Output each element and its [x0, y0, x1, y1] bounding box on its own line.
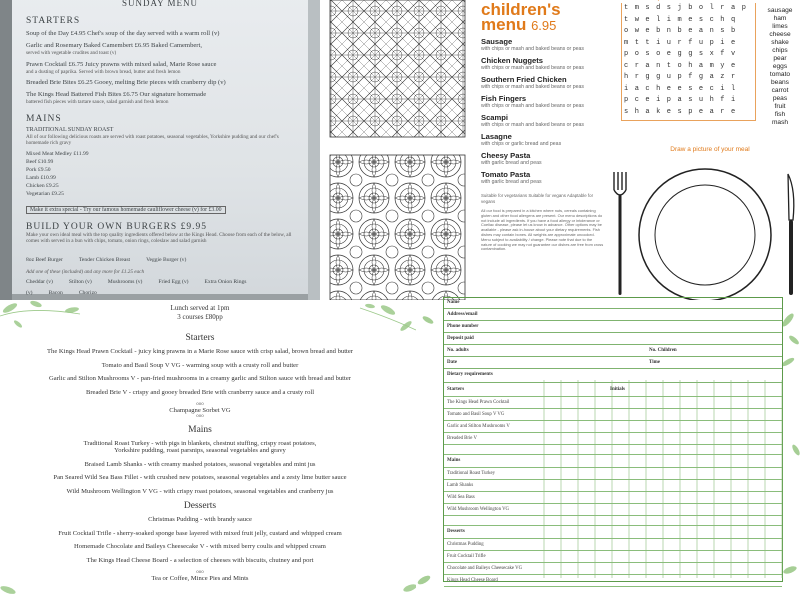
sunday-starter-item	[26, 91, 294, 106]
order-row-label: Garlic and Stilton Mushrooms V	[447, 424, 510, 429]
addon-option: Fried Egg (v)	[158, 279, 189, 285]
end-separator: ooo	[196, 570, 204, 575]
sunday-starter-name: Soup of the Day £4.95 Chef's soup of the day served with a warm roll (v)	[26, 30, 220, 37]
lunch-main-item: Braised Lamb Shanks - with creamy mashed potatoes, seasonal vegetables and mint jus	[84, 460, 316, 468]
addons-heading: Add one of these (included) and any more for £1.25 each	[26, 268, 145, 275]
burger-description: Make your own ideal meal with the top quality ingredients offered below at the Kings Head. Choose from each of the below, all comes with served in a bun with chips, tomato, onion rings, coleslaw and salad garnish	[26, 231, 292, 244]
special-offer-box: Make it extra special - Try our famous homemade cauliflower cheese (v) for £3.00	[26, 206, 226, 214]
sunday-starter-name: Garlic and Rosemary Baked Camembert £6.95 Baked Camembert,	[26, 42, 202, 49]
knife-icon	[788, 174, 794, 295]
children-label: No. Children	[649, 348, 677, 353]
name-label: Name	[447, 300, 460, 305]
lunch-mains-list	[0, 440, 400, 495]
lunch-desserts-heading: Desserts	[183, 501, 217, 511]
kids-item-desc: with chips or mash and baked beans or peas	[481, 46, 584, 52]
kids-item-name: Scampi	[481, 113, 509, 122]
wordsearch-word: beans	[771, 79, 789, 86]
lunch-starters-list	[0, 348, 400, 396]
initials-heading: Initials	[610, 387, 626, 392]
kids-price: 6.95	[531, 18, 557, 33]
wordsearch-row: iacheesecil	[624, 84, 742, 93]
lunch-starters-heading: Starters	[185, 333, 215, 343]
kids-menu-item	[481, 151, 604, 166]
lunch-starter-item: Breaded Brie V - crispy and gooey breaded Brie with cranberry sauce and a crusty roll	[85, 388, 315, 396]
lunch-dessert-item: The Kings Head Cheese Board - a selection of cheeses with biscuits, chutney and port	[86, 556, 314, 564]
roast-item: Lamb £10.99	[26, 174, 56, 181]
deposit-label: Deposit paid	[447, 336, 474, 341]
kids-item-name: Lasagne	[481, 132, 512, 141]
wordsearch-row: posoeggsxfv	[624, 50, 742, 58]
name-field[interactable]	[444, 297, 782, 309]
lunch-mains-heading: Mains	[188, 425, 212, 435]
wordsearch-row: owebnbeansb	[624, 27, 742, 35]
roast-item: Beef £10.99	[26, 158, 54, 165]
sunday-starter-name: The Kings Head Battered Fish Bites £6.75 Our signature homemade	[26, 91, 207, 98]
order-row-label: Chocolate and Baileys Cheesecake VG	[447, 566, 523, 571]
roast-item: Mixed Meat Medley £11.99	[26, 150, 89, 157]
phone-label: Phone number	[447, 324, 479, 329]
dietary-label: Dietary requirements	[447, 372, 493, 377]
addon-option: Stilton (v)	[68, 279, 92, 285]
order-row-label: Fruit Cocktail Trifle	[447, 554, 486, 559]
wordsearch-row: pceipasuhfi	[624, 96, 742, 104]
menu-holder-frame	[0, 0, 12, 300]
kids-item-desc: with chips or mash and baked beans or peas	[481, 84, 584, 90]
sunday-starter-name: Prawn Cocktail £6.75 Juicy prawns with mixed salad, Marie Rose sauce	[26, 60, 217, 68]
kids-menu-item	[481, 132, 604, 147]
wordsearch-word: pear	[773, 55, 787, 62]
sunday-starters-list	[26, 30, 294, 106]
initials-grid-lines	[544, 380, 782, 578]
burger-option: Tender Chicken Breast	[78, 256, 131, 263]
roast-item: Chicken £9.25	[26, 182, 59, 189]
wordsearch-activity	[610, 0, 800, 300]
kids-items-list	[481, 37, 604, 185]
sunday-menu-photo	[0, 0, 320, 300]
sunday-starter-desc: served with vegetable crudites and toast (v)	[26, 50, 117, 56]
lunch-dessert-item: Fruit Cocktail Trifle - sherry-soaked sponge base layered with mixed fruit jelly, custard and whipped cream	[58, 529, 342, 537]
date-label: Date	[447, 360, 457, 365]
sunday-menu-sheet	[12, 0, 308, 294]
lunch-starter-item: The Kings Head Prawn Cocktail - juicy king prawns in a Marie Rose sauce with crisp salad, brown bread and butter	[47, 348, 353, 355]
wordsearch-word: eggs	[772, 63, 788, 70]
wordsearch-grid	[624, 3, 752, 118]
sunday-starter-desc: battered fish pieces with tartare sauce, salad garnish and fresh lemon	[26, 99, 169, 105]
kids-title	[481, 2, 604, 33]
wordsearch-row: tmsdsjbolrap	[624, 4, 753, 12]
order-row-label: Tomato and Basil Soup V VG	[447, 412, 505, 417]
starters-heading: STARTERS	[26, 16, 81, 26]
burger-option: Veggie Burger (v)	[146, 256, 187, 263]
lunch-starter-item: Tomato and Basil Soup V VG - warming soup with a crusty roll and butter	[101, 361, 299, 369]
time-label: Time	[649, 360, 661, 365]
lunch-main-item: Yorkshire pudding, roast parsnips, seasonal vegetables and gravy	[114, 447, 286, 454]
wordsearch-row: shakespeare	[624, 107, 742, 116]
addons-list	[26, 275, 276, 297]
wordsearch-word: chips	[772, 47, 788, 54]
addon-option: Chorizo	[78, 290, 97, 296]
dietary-key: Suitable for vegetarians Suitable for vegans Adaptable for vegans	[481, 193, 594, 204]
wordsearch-word-list	[762, 7, 798, 127]
lunch-menu-content	[0, 304, 400, 582]
wordsearch-row: hrggupfgazr	[624, 73, 742, 81]
addon-option: Bacon	[48, 290, 63, 296]
lunch-main-item: Pan Seared Wild Sea Bass Fillet - with crushed new potatoes, seasonal vegetables and a zesty lime butter sauce	[53, 474, 347, 481]
colouring-pattern-svg	[320, 0, 475, 300]
kids-title-line1: children's	[481, 0, 561, 19]
addon-option: Mushrooms (v)	[107, 279, 143, 285]
order-row-label: Kings Head Cheese Board	[447, 578, 498, 583]
wordsearch-word: sausage	[767, 7, 793, 14]
kids-item-name: Fish Fingers	[481, 94, 527, 103]
roast-item: Pork £9.50	[26, 166, 51, 173]
colouring-patterns	[320, 0, 475, 300]
kids-menu-item	[481, 170, 604, 185]
order-row-label: Lamb Shanks	[447, 483, 474, 488]
coffee-course: Tea or Coffee, Mince Pies and Mints	[151, 575, 249, 582]
kids-menu-item	[481, 94, 604, 109]
kids-item-name: Sausage	[481, 37, 513, 46]
sunday-menu-title: SUNDAY MENU	[121, 0, 199, 8]
allergen-notice: All our food is prepared in a kitchen where nuts, cereals containing gluten and other food allergens are present. Our menu descriptions do not include all ingredients. If you have a food allergy or intolerance or Coeliac disease, please let us know in advance. Other options may be available - please ask in-house about your dietary requirements. Fish dishes may contain bones. All weights are approximate uncooked. Menu subject to availability / change. Please note that due to the nature of cooking we may not guarantee our dishes are free from cross contamination.	[481, 208, 604, 252]
menu-holder-edge	[308, 0, 320, 300]
sorbet-separator: ooo	[196, 402, 204, 407]
sorbet-course: Champagne Sorbet VG	[169, 407, 231, 414]
sorbet-separator-2: ooo	[196, 414, 204, 419]
roast-list	[26, 150, 294, 198]
lunch-starter-item: Garlic and Stilton Mushrooms V - pan-fried mushrooms in a creamy garlic and Stilton sauce with bread and butter	[49, 375, 351, 382]
childrens-menu	[475, 0, 610, 300]
wordsearch-word: ham	[773, 15, 787, 22]
lunch-served-time: Lunch served at 1pm	[170, 304, 230, 312]
address-field[interactable]	[444, 309, 782, 321]
order-row-label: Wild Sea Bass	[447, 495, 475, 500]
kids-item-desc: with garlic bread and peas	[481, 160, 542, 166]
addon-option: Cheddar (v)	[26, 279, 53, 285]
kids-title-line2: menu	[481, 15, 527, 34]
wordsearch-heading	[618, 0, 768, 1]
roast-heading: TRADITIONAL SUNDAY ROAST	[26, 126, 114, 133]
kids-menu-item	[481, 113, 604, 128]
deposit-field[interactable]	[444, 333, 782, 345]
order-row-label: Traditional Roast Turkey	[447, 471, 496, 476]
mains-heading: MAINS	[26, 113, 62, 124]
order-row-label: Wild Mushroom Wellington VG	[447, 507, 510, 512]
fork-icon	[614, 172, 626, 295]
wordsearch-word: mash	[771, 119, 789, 126]
addon-option: Extra Onion Rings (v)	[26, 279, 247, 296]
form-mains-heading: Mains	[444, 455, 782, 468]
sunday-starter-item	[26, 61, 294, 76]
sunday-starter-name: Breaded Brie Bites £6.25 Gooey, melting Brie pieces with cranberry dip (v)	[26, 79, 226, 86]
order-row-label: Christmas Pudding	[447, 542, 484, 547]
kids-item-name: Cheesy Pasta	[481, 151, 531, 160]
address-label: Address/email	[447, 312, 478, 317]
wordsearch-word: peas	[772, 95, 788, 102]
lunch-main-item: Wild Mushroom Wellington V VG - with crispy roast potatoes, seasonal vegetables and cranberry jus	[66, 487, 334, 495]
wordsearch-word: limes	[772, 23, 788, 30]
lunch-dessert-item: Christmas Pudding - with brandy sauce	[148, 516, 252, 523]
date-time-field[interactable]	[444, 357, 782, 369]
kids-menu-item	[481, 75, 604, 90]
burger-option: 8oz Beef Burger	[26, 256, 63, 263]
plate-cutlery-illustration	[610, 160, 800, 300]
kids-item-name: Southern Fried Chicken	[481, 75, 567, 84]
kids-item-desc: with chips or mash and baked beans or peas	[481, 122, 584, 128]
kids-item-desc: with chips or garlic bread and peas	[481, 141, 562, 147]
kids-item-desc: with garlic bread and peas	[481, 179, 542, 185]
sunday-starter-item	[26, 30, 294, 38]
form-starters-label: Starters	[447, 387, 465, 392]
roast-item: Vegetarian £9.25	[26, 190, 64, 197]
lunch-price: 3 courses £80pp	[177, 313, 223, 321]
burger-heading: BUILD YOUR OWN BURGERS £9.95	[26, 221, 207, 232]
kids-menu-item	[481, 56, 604, 71]
order-row-label: Breaded Brie V	[447, 436, 478, 441]
sunday-starter-item	[26, 79, 294, 87]
wordsearch-word: tomato	[769, 71, 791, 78]
sunday-starter-desc: and a dusting of paprika. Served with brown bread, butter and fresh lemon	[26, 68, 181, 75]
burger-options	[26, 248, 294, 266]
wordsearch-row: twelimeschq	[624, 15, 742, 24]
kids-item-desc: with chips or mash and baked beans or peas	[481, 103, 584, 109]
adults-label: No. adults	[447, 348, 469, 353]
wordsearch-row: crantohamye	[624, 61, 742, 70]
wordsearch-word: fish	[774, 111, 786, 118]
kids-menu-item	[481, 37, 604, 52]
wordsearch-row: mttiurfupie	[624, 38, 742, 47]
plate-prompt: Draw a picture of your meal	[670, 146, 750, 153]
kids-item-desc: with chips or mash and baked beans or peas	[481, 65, 584, 71]
lunch-dessert-item: Homemade Chocolate and Baileys Cheesecake V - with mixed berry coulis and whipped cream	[74, 543, 326, 550]
wordsearch-word: shake	[771, 39, 789, 46]
wordsearch-word: fruit	[774, 103, 786, 110]
lunch-main-item: Traditional Roast Turkey - with pigs in blankets, chestnut stuffing, crispy roast potatoes,	[83, 440, 317, 447]
wordsearch-word: cheese	[769, 31, 791, 38]
adults-children-field[interactable]	[444, 345, 782, 357]
kids-item-name: Tomato Pasta	[481, 170, 531, 179]
lunch-desserts-list	[0, 516, 400, 564]
pre-order-form	[416, 300, 800, 600]
lunch-menu	[0, 300, 416, 600]
phone-field[interactable]	[444, 321, 782, 333]
plate-icon	[639, 169, 771, 301]
kids-item-name: Chicken Nuggets	[481, 56, 544, 65]
form-desserts-heading: Desserts	[444, 526, 782, 539]
sunday-starter-item	[26, 42, 294, 57]
roast-description: All of our following delicious roasts are served with roast potatoes, seasonal vegetables, Yorkshire pudding and our chef's homemade rich gravy	[26, 133, 279, 146]
wordsearch-word: carrot	[771, 87, 789, 94]
order-row-label: The Kings Head Prawn Cocktail	[447, 400, 510, 405]
